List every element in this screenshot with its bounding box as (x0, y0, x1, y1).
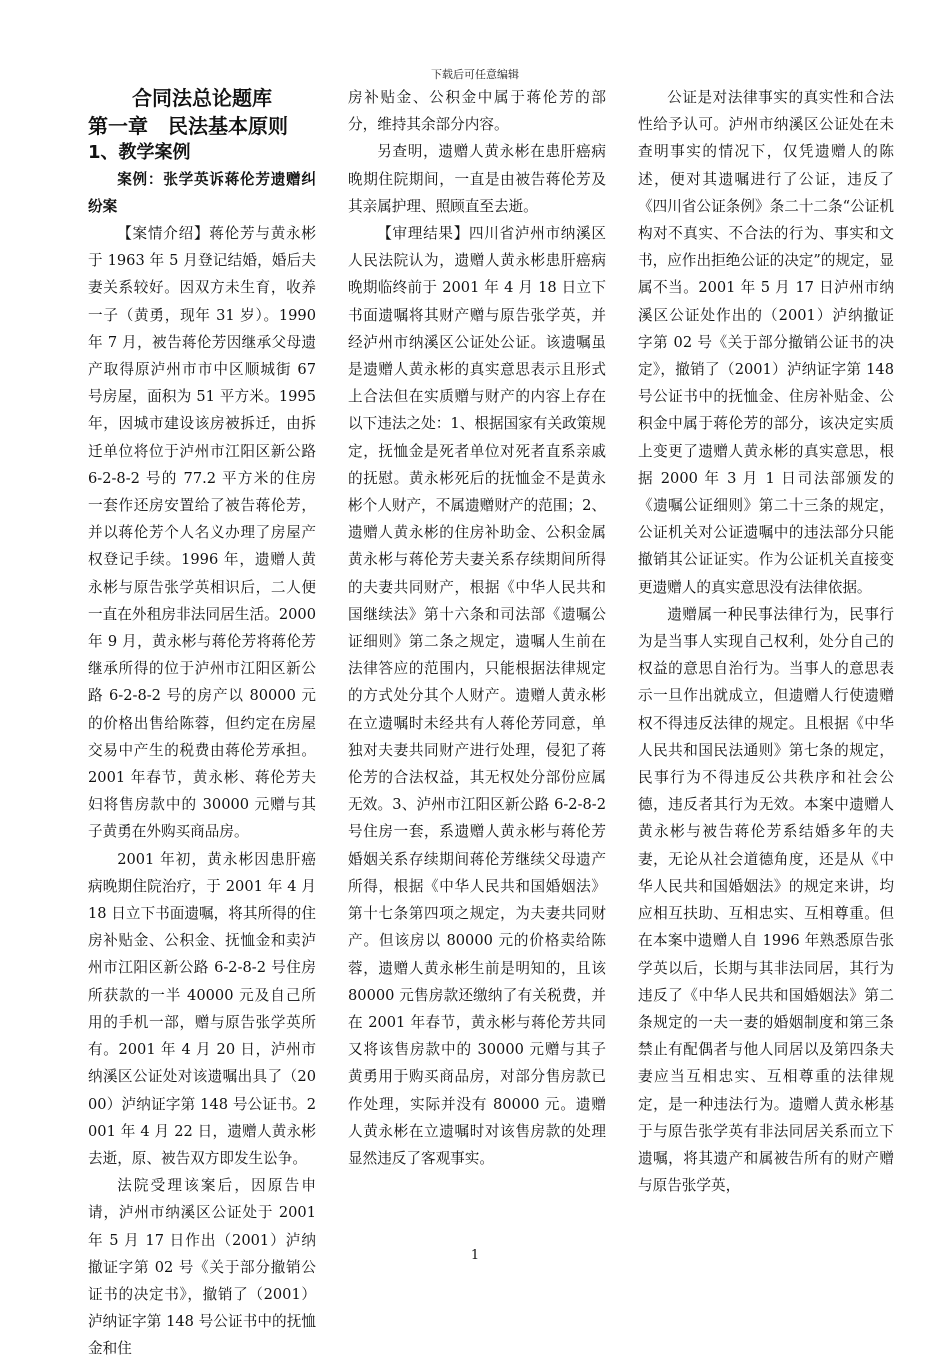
page-number: 1 (470, 1248, 480, 1263)
paragraph: 遗赠属一种民事法律行为，民事行为是当事人实现自己权利，处分自己的权益的意思自治行为。当事人的意思表示一旦作出就成立，但遗赠人行使遗赠权不得违反法律的规定。且根据《中华人民共和国民法通则》第七条的规定，民事行为不得违反公共秩序和社会公德，违反者其行为无效。本案中遗赠人黄永彬与被告蒋伦芳系结婚多年的夫妻，无论从社会道德角度，还是从《中华人民共和国婚姻法》的规定来讲，均应相互扶助、互相忠实、互相尊重。但在本案中遗赠人自 1996 年熟悉原告张学英以后，长期与其非法同居，其行为违反了《中华人民共和国婚姻法》第二条规定的一夫一妻的婚姻制度和第三条禁止有配偶者与他人同居以及第四条夫妻应当互相忠实、互相尊重的法律规定，是一种违法行为。遗赠人黄永彬基于与原告张学英有非法同居关系而立下遗嘱，将其遗产和属被告所有的财产赠与原告张学英， (638, 605, 894, 1195)
chapter-heading: 第一章 民法基本原则 (88, 114, 288, 138)
paragraph: 【案情介绍】蒋伦芳与黄永彬于 1963 年 5 月登记结婚，婚后夫妻关系较好。因双方未生育，收养一子（黄勇，现年 31 岁）。1990 年 7 月，被告蒋伦芳因继承父母遗产取得原泸州市市中区顺城街 67 号房屋，面积为 51 平方米。1995 年，因城市建设该房被拆迁，由拆迁单位将位于泸州市江阳区新公路 6-2-8-2 号的 77.2 平方米的住房一套作还房安置给了被告蒋伦芳，并以蒋伦芳个人名义办理了房屋产权登记手续。1996 年，遗赠人黄永彬与原告张学英相识后，二人便一直在外租房非法同居生活。2000 年 9 月，黄永彬与蒋伦芳将蒋伦芳继承所得的位于泸州市江阳区新公路 6-2-8-2 号的房产以 80000 元的价格出售给陈蓉，但约定在房屋交易中产生的税费由蒋伦芳承担。2001 年春节，黄永彬、蒋伦芳夫妇将售房款中的 30000 元赠与其子黄勇在外购买商品房。 (88, 225, 316, 841)
paragraph: 法院受理该案后，因原告申请，泸州市纳溪区公证处于 2001 年 5 月 17 日作出（2001）泸纳撤证字第 02 号《关于部分撤销公证书的决定书》，撤销了（2001）泸纳证字第 148 号公证书中的抚恤金和住 (88, 1177, 316, 1358)
column-middle (348, 84, 606, 1172)
paragraph: 公证是对法律事实的真实性和合法性给予认可。泸州市纳溪区公证处在未查明事实的情况下，仅凭遗赠人的陈述，便对其遗嘱进行了公证，违反了《四川省公证条例》条二十二条“公证机构对不真实、不合法的行为、事实和文书，应作出拒绝公证的决定”的规定，显属不当。2001 年 5 月 17 日泸州市纳溪区公证处作出的（2001）泸纳撤证字第 02 号《关于部分撤销公证书的决定》，撤销了（2001）泸纳证字第 148 号公证书中的抚恤金、住房补贴金、公积金中属于蒋伦芳的部分，该决定实质上变更了遗赠人黄永彬的真实意思，根据 2000 年 3 月 1 日司法部颁发的《遗嘱公证细则》第二十三条的规定，公证机关对公证遗嘱中的违法部分只能撤销其公证证实。作为公证机关直接变更遗赠人的真实意思没有法律依据。 (638, 89, 894, 596)
paragraph: 另查明，遗赠人黄永彬在患肝癌病晚期住院期间，一直是由被告蒋伦芳及其亲属护理、照顾直至去逝。 (348, 143, 606, 215)
column-left (88, 84, 316, 1363)
paragraph: 2001 年初，黄永彬因患肝癌病晚期住院治疗，于 2001 年 4 月 18 日立下书面遗嘱，将其所得的住房补贴金、公积金、抚恤金和卖泸州市江阳区新公路 6-2-8-2 号住房所获款的一半 40000 元及自己所用的手机一部，赠与原告张学英所有。2001 年 4 月 20 日，泸州市纳溪区公证处对该遗嘱出具了（2000）泸纳证字第 148 号公证书。2001 年 4 月 22 日，遗赠人黄永彬去逝，原、被告双方即发生讼争。 (88, 850, 316, 1167)
document-title: 合同法总论题库 (132, 86, 272, 110)
page-header: 下载后可任意编辑 (431, 68, 519, 81)
section-heading: 1、教学案例 (88, 142, 191, 163)
paragraph: 房补贴金、公积金中属于蒋伦芳的部分，维持其余部分内容。 (348, 89, 606, 134)
column-right (638, 84, 894, 1199)
case-title: 案例：张学英诉蒋伦芳遗赠纠纷案 (88, 171, 316, 215)
paragraph: 【审理结果】四川省泸州市纳溪区人民法院认为，遗赠人黄永彬患肝癌病晚期临终前于 2001 年 4 月 18 日立下书面遗嘱将其财产赠与原告张学英，并经泸州市纳溪区公证处公证。该遗嘱虽是遗赠人黄永彬的真实意思表示且形式上合法但在实质赠与财产的内容上存在以下违法之处：1、根据国家有关政策规定，抚恤金是死者单位对死者直系亲戚的抚慰。黄永彬死后的抚恤金不是黄永彬个人财产，不属遗赠财产的范围；2、遗赠人黄永彬的住房补助金、公积金属黄永彬与蒋伦芳夫妻关系存续期间所得的夫妻共同财产，根据《中华人民共和国继续法》第十六条和司法部《遗嘱公证细则》第二条之规定，遗嘱人生前在法律答应的范围内，只能根据法律规定的方式处分其个人财产。遗赠人黄永彬在立遗嘱时未经共有人蒋伦芳同意，单独对夫妻共同财产进行处理，侵犯了蒋伦芳的合法权益，其无权处分部份应属无效。3、泸州市江阳区新公路 6-2-8-2 号住房一套，系遗赠人黄永彬与蒋伦芳婚姻关系存续期间蒋伦芳继续父母遗产所得，根据《中华人民共和国婚姻法》第十七条第四项之规定，为夫妻共同财产。但该房以 80000 元的价格卖给陈蓉，遗赠人黄永彬生前是明知的，且该 80000 元售房款还缴纳了有关税费，并在 2001 年春节，黄永彬与蒋伦芳共同又将该售房款中的 30000 元赠与其子黄勇用于购买商品房，对部分售房款已作处理，实际并没有 80000 元。遗赠人黄永彬在立遗嘱时对该售房款的处理显然违反了客观事实。 (348, 225, 606, 1167)
